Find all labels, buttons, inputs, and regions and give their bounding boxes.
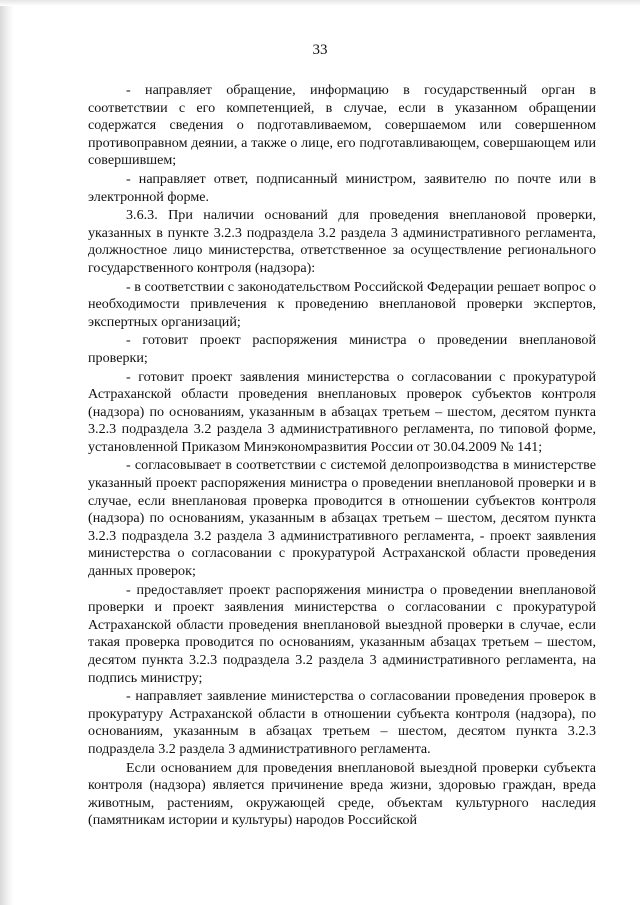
document-body [88,82,596,830]
scan-shadow-edge [0,0,14,905]
paragraph: Если основанием для проведения внеплановой выездной проверки субъекта контроля (надзора) является причинение вреда жизни, здоровью граждан, вреда животным, растениям, окружающей среде, объектам культурного наследия (памятникам истории и культуры) народов Российской [88,759,596,829]
paragraph: - предоставляет проект распоряжения министра о проведении внеплановой проверки и проект заявления министерства о согласовании с прокуратурой Астраханской области проведения внеплановой выездной проверки в случае, если такая проверка проводится по основаниям, указанным абзацах третьем – шестом, десятом пункта 3.2.3 подраздела 3.2 раздела 3 административного регламента, на подпись министру; [88,581,596,686]
paragraph: - направляет ответ, подписанный министром, заявителю по почте или в электронной форме. [88,170,596,205]
paragraph: - готовит проект заявления министерства о согласовании с прокуратурой Астраханской области проведения внеплановых проверок субъектов контроля (надзора) по основаниям, указанным в абзацах третьем – шестом, десятом пункта 3.2.3 подраздела 3.2 раздела 3 административного регламента, по типовой форме, установленной Приказом Минэкономразвития России от 30.04.2009 № 141; [88,368,596,455]
paragraph: 3.6.3. При наличии оснований для проведения внеплановой проверки, указанных в пункте 3.2.3 подраздела 3.2 раздела 3 административного регламента, должностное лицо министерства, ответственное за осуществление регионального государственного контроля (надзора): [88,207,596,276]
scan-shadow-top [0,0,640,6]
paragraph: - готовит проект распоряжения министра о проведении внеплановой проверки; [88,332,596,366]
paragraph: - согласовывает в соответствии с системой делопроизводства в министерстве указанный проект распоряжения министра о проведении внеплановой проверки и в случае, если внеплановая проверка проводится в отношении субъектов контроля (надзора) по основаниям, указанным в абзацах третьем – шестом, десятом пункта 3.2.3 подраздела 3.2 раздела 3 административного регламента, - проект заявления министерства о согласовании с прокуратурой Астраханской области проведения данных проверок; [88,457,596,580]
page-number: 33 [312,42,328,58]
paragraph: - направляет обращение, информацию в государственный орган в соответствии с его компетенцией, в случае, если в указанном обращении содержатся сведения о подготавливаемом, совершаемом или совершенном противоправном деянии, а также о лице, его подготавливающем, совершающем или совершившем; [88,82,596,169]
paragraph: - направляет заявление министерства о согласовании проведения проверок в прокуратуру Астраханской области в отношении субъекта контроля (надзора), по основаниям, указанным в абзацах третьем – шестом, десятом пункта 3.2.3 подраздела 3.2 раздела 3 административного регламента. [88,688,596,757]
paragraph: - в соответствии с законодательством Российской Федерации решает вопрос о необходимости привлечения к проведению внеплановой проверки экспертов, экспертных организаций; [88,278,596,330]
